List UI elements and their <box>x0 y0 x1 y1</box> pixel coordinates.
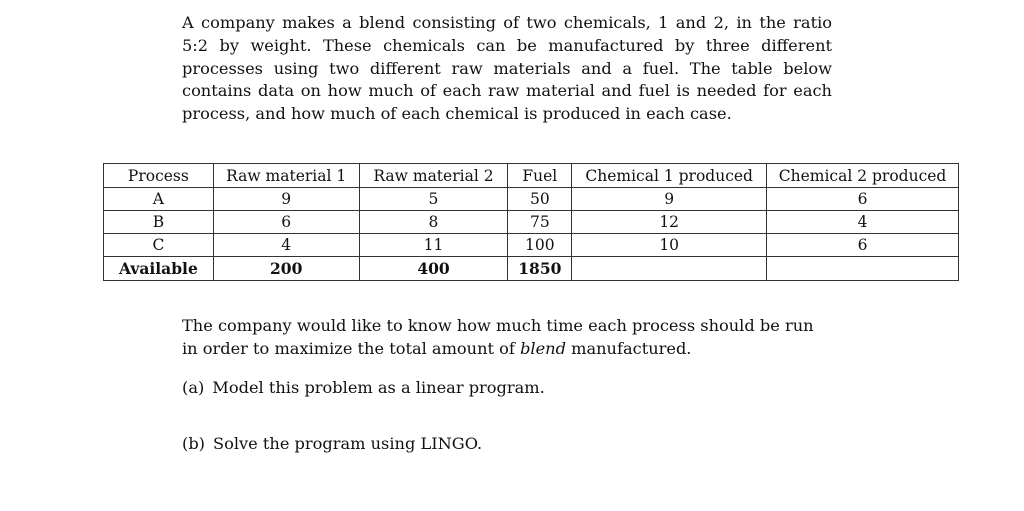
table-cell: 200 <box>213 257 359 281</box>
question-emphasis: blend <box>520 338 566 358</box>
header-chemical-2-produced: Chemical 2 produced <box>767 164 959 188</box>
part-b-text: Solve the program using LINGO. <box>213 434 483 453</box>
table-cell: 8 <box>359 211 508 234</box>
table-cell: C <box>104 234 214 257</box>
header-raw-material-1: Raw material 1 <box>213 164 359 188</box>
part-a <box>182 377 545 400</box>
table-row-b <box>104 211 959 234</box>
table-cell-available-label: Available <box>104 257 214 281</box>
process-table <box>103 163 959 281</box>
question-text: The company would like to know how much time each process should be run in order to maximize the total amount of <box>182 316 814 358</box>
table-cell <box>572 257 767 281</box>
table-cell: 6 <box>213 211 359 234</box>
table-header-row <box>104 164 959 188</box>
table-cell: A <box>104 188 214 211</box>
table-cell: 100 <box>508 234 572 257</box>
table-cell: 9 <box>572 188 767 211</box>
table-cell <box>767 257 959 281</box>
question-text-end: manufactured. <box>565 338 692 358</box>
process-table-container <box>103 163 959 281</box>
table-cell: 400 <box>359 257 508 281</box>
header-raw-material-2: Raw material 2 <box>359 164 508 188</box>
part-b <box>182 433 482 456</box>
table-cell: 75 <box>508 211 572 234</box>
table-cell: 6 <box>767 188 959 211</box>
table-cell: 11 <box>359 234 508 257</box>
part-b-label: (b) <box>182 434 205 453</box>
table-cell: 12 <box>572 211 767 234</box>
table-cell: 1850 <box>508 257 572 281</box>
table-row-c <box>104 234 959 257</box>
table-cell: 4 <box>767 211 959 234</box>
part-a-text: Model this problem as a linear program. <box>212 378 545 397</box>
table-cell: 50 <box>508 188 572 211</box>
question-paragraph <box>182 315 832 361</box>
intro-paragraph: A company makes a blend consisting of two chemicals, 1 and 2, in the ratio 5:2 by weight. These chemicals can be manufactured by three different processes using two different raw materials and a fuel. The table below contains data on how much of each raw material and fuel is needed for each process, and how much of each chemical is produced in each case. <box>182 13 832 124</box>
table-cell: B <box>104 211 214 234</box>
header-fuel: Fuel <box>508 164 572 188</box>
table-row-available <box>104 257 959 281</box>
header-process: Process <box>104 164 214 188</box>
part-a-label: (a) <box>182 378 205 397</box>
table-cell: 6 <box>767 234 959 257</box>
table-row-a <box>104 188 959 211</box>
table-cell: 9 <box>213 188 359 211</box>
table-cell: 10 <box>572 234 767 257</box>
header-chemical-1-produced: Chemical 1 produced <box>572 164 767 188</box>
table-cell: 4 <box>213 234 359 257</box>
table-cell: 5 <box>359 188 508 211</box>
